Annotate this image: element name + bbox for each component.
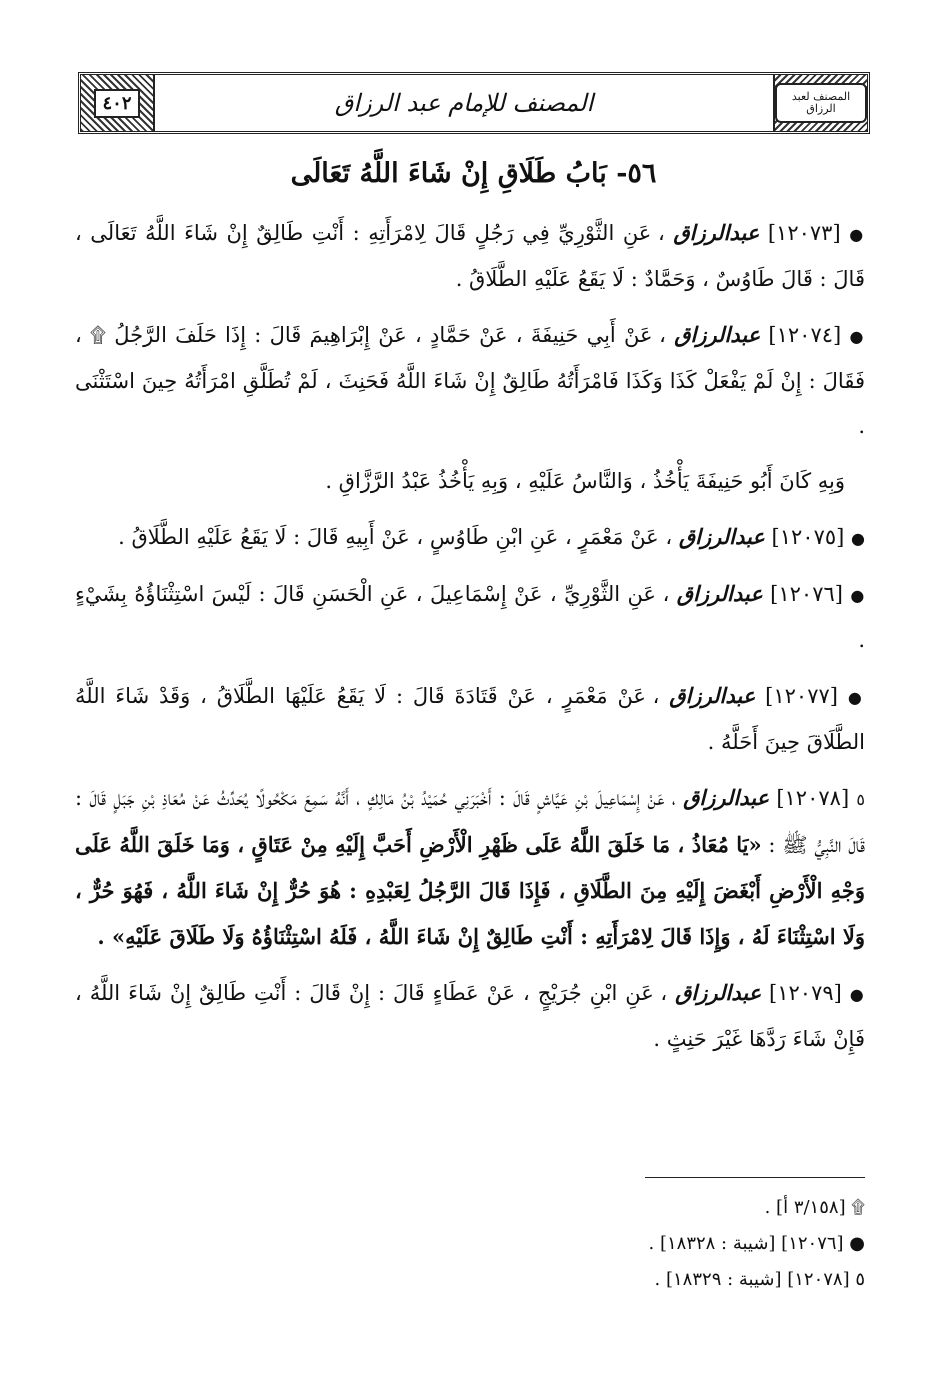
hadith-number: [١٢٠٧٥] bbox=[771, 525, 845, 549]
narrator-name: عبدالرزاق bbox=[678, 524, 765, 549]
entry-marker: ● bbox=[849, 327, 865, 346]
chapter-title: ٥٦- بَابُ طَلَاقِ إِنْ شَاءَ اللَّهُ تَعَالَى bbox=[290, 158, 657, 189]
hadith-text: ، عَنْ مَعْمَرٍ ، عَنْ قَتَادَةَ قَالَ : لَا يَقَعُ عَلَيْهَا الطَّلَاقُ ، وَقَدْ شَاءَ اللَّهُ الطَّلَاقَ حِينَ أَحَلَّهُ . bbox=[75, 684, 865, 754]
hadith-number: [١٢٠٧٩] bbox=[769, 981, 842, 1005]
hadith-number: [١٢٠٧٦] bbox=[770, 582, 843, 606]
commentary-paragraph: وَبِهِ كَانَ أَبُو حَنِيفَةَ يَأْخُذُ ، وَالنَّاسُ عَلَيْهِ ، وَبِهِ يَأْخُذُ عَبْدُ الرَّزَّاقِ . bbox=[325, 469, 845, 493]
hadith-text: ، عَنْ أَبِي حَنِيفَةَ ، عَنْ حَمَّادٍ ، عَنْ إِبْرَاهِيمَ قَالَ : إِذَا حَلَفَ الرَّجُلُ ۩ ، فَقَالَ : إِنْ لَمْ يَفْعَلْ كَذَا وَكَذَا فَامْرَأَتُهُ طَالِقٌ إِنْ شَاءَ اللَّهُ فَحَنِثَ ، لَمْ تُطَلَّقِ امْرَأَتُهُ حِينَ اسْتَثْنَى . bbox=[75, 323, 865, 438]
hadith-number: [١٢٠٧٣] bbox=[767, 221, 841, 245]
page-header bbox=[78, 72, 870, 134]
running-title-band bbox=[153, 75, 775, 131]
page-number-ornament bbox=[81, 75, 153, 131]
footnotes bbox=[75, 1190, 865, 1298]
entry-marker: ● bbox=[850, 586, 865, 605]
hadith-number: [١٢٠٧٤] bbox=[768, 323, 842, 347]
running-title: المصنف للإمام عبد الرزاق bbox=[334, 89, 594, 117]
hadith-entry-12079 bbox=[75, 970, 865, 1062]
hadith-text: ، عَنِ الثَّوْرِيِّ ، عَنْ إِسْمَاعِيلَ ، عَنِ الْحَسَنِ قَالَ : لَيْسَ اسْتِثْنَاؤُهُ بِشَيْءٍ . bbox=[75, 582, 865, 652]
hadith-number: [١٢٠٧٧] bbox=[765, 684, 838, 708]
hadith-entry-12076 bbox=[75, 571, 865, 663]
narrator-name: عبدالرزاق bbox=[675, 980, 762, 1005]
book-logo bbox=[775, 75, 867, 131]
narrator-name: عبدالرزاق bbox=[669, 683, 756, 708]
footnote: ● [١٢٠٧٦] [شيبة : ١٨٣٢٨] . bbox=[648, 1233, 865, 1254]
entry-marker: ● bbox=[849, 225, 865, 244]
hadith-entry-12077 bbox=[75, 673, 865, 765]
entry-marker: ● bbox=[847, 688, 865, 707]
hadith-entry-12073 bbox=[75, 210, 865, 302]
hadith-text: ، عَنْ إِسْمَاعِيلَ بْنِ عَيَّاشٍ قَالَ : أَخْبَرَنِي حُمَيْدُ بْنُ مَالِكٍ ، أَنَّهُ سَمِعَ مَكْحُولًا يُحَدِّثُ عَنْ مُعَاذِ بْنِ جَبَلٍ قَالَ : قَالَ النَّبِيُّ ﷺ : bbox=[75, 786, 865, 857]
hadith-entry-12074 bbox=[75, 312, 865, 449]
footnote: ٥ [١٢٠٧٨] [شيبة : ١٨٣٢٩] . bbox=[654, 1269, 865, 1290]
book-logo-text: المصنف لعبد الرزاق bbox=[775, 83, 867, 123]
hadith-number: [١٢٠٧٨] bbox=[776, 786, 850, 810]
hadith-list bbox=[75, 210, 865, 1072]
entry-marker: ٥ bbox=[856, 790, 865, 809]
page-number: ٤٠٢ bbox=[94, 89, 139, 118]
footnote-divider bbox=[645, 1177, 865, 1178]
hadith-entry-12075 bbox=[75, 514, 865, 561]
entry-marker: ● bbox=[849, 985, 866, 1004]
hadith-text: ، عَنْ مَعْمَرٍ ، عَنِ ابْنِ طَاوُسٍ ، عَنْ أَبِيهِ قَالَ : لَا يَقَعُ عَلَيْهِ الطَّلَاقُ . bbox=[118, 525, 673, 549]
footnote: ۩ [٣/١٥٨ أ] . bbox=[764, 1197, 865, 1218]
hadith-entry-12078 bbox=[75, 775, 865, 960]
entry-marker: ● bbox=[851, 529, 865, 548]
narrator-name: عبدالرزاق bbox=[673, 220, 760, 245]
narrator-name: عبدالرزاق bbox=[683, 785, 770, 810]
hadith-text: ، عَنِ ابْنِ جُرَيْجٍ ، عَنْ عَطَاءٍ قَالَ : إِنْ قَالَ : أَنْتِ طَالِقٌ إِنْ شَاءَ اللَّهُ ، فَإِنْ شَاءَ رَدَّهَا غَيْرَ حَنِثٍ . bbox=[75, 981, 865, 1051]
hadith-text: ، عَنِ الثَّوْرِيِّ فِي رَجُلٍ قَالَ لِامْرَأَتِهِ : أَنْتِ طَالِقٌ إِنْ شَاءَ اللَّهُ تَعَالَى ، قَالَ : قَالَ طَاوُسٌ ، وَحَمَّادٌ : لَا يَقَعُ عَلَيْهِ الطَّلَاقُ . bbox=[75, 221, 865, 291]
narrator-name: عبدالرزاق bbox=[674, 322, 761, 347]
prophetic-quote: «يَا مُعَاذُ ، مَا خَلَقَ اللَّهُ عَلَى ظَهْرِ الْأَرْضِ أَحَبَّ إِلَيْهِ مِنْ عَتَاقٍ ، وَمَا خَلَقَ اللَّهُ عَلَى وَجْهِ الْأَرْضِ أَبْغَضَ إِلَيْهِ مِنَ الطَّلَاقِ ، فَإِذَا قَالَ الرَّجُلُ لِعَبْدِهِ : هُوَ حُرٌّ إِنْ شَاءَ اللَّهُ ، فَهُوَ حُرٌّ ، وَلَا اسْتِثْنَاءَ لَهُ ، وَإِذَا قَالَ لِامْرَأَتِهِ : أَنْتِ طَالِقٌ إِنْ شَاءَ اللَّهُ ، فَلَهُ اسْتِثْنَاؤُهُ وَلَا طَلَاقَ عَلَيْهِ» . bbox=[75, 832, 865, 949]
narrator-name: عبدالرزاق bbox=[676, 581, 763, 606]
